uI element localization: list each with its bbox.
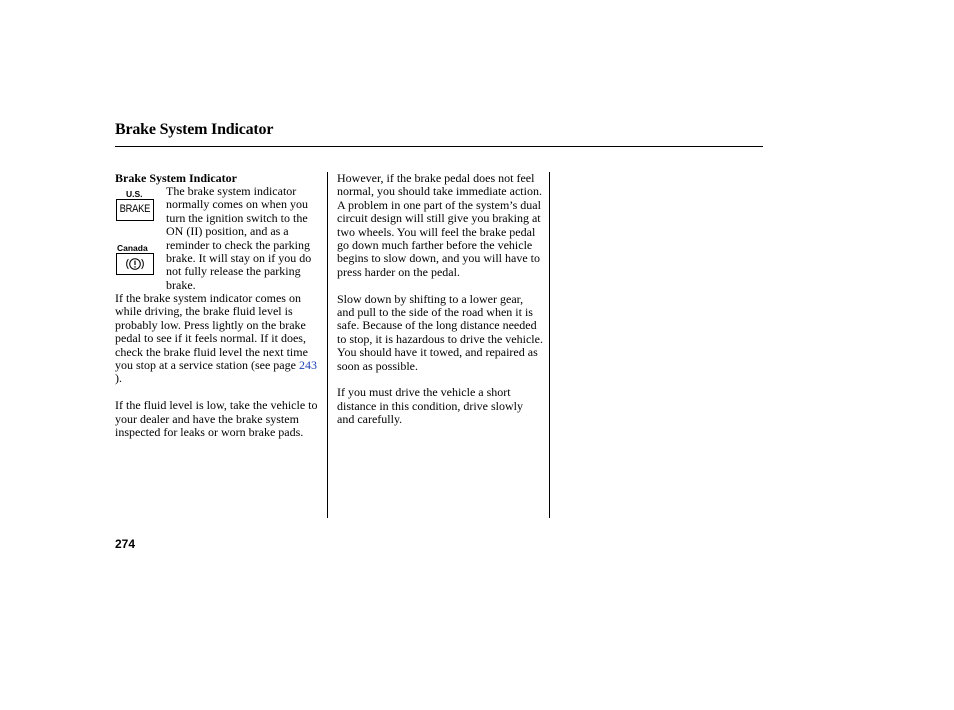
- brake-indicator-icon: [116, 199, 154, 221]
- low-fluid-text: If the brake system indicator comes on while driving, the brake fluid level is probably low. Press lightly on the brake pedal to see if it feels normal. If it does, check the brake fluid level the next time you stop at a service station (see page: [115, 291, 308, 373]
- column-divider-left: [327, 172, 328, 518]
- section-heading: Brake System Indicator: [115, 171, 237, 185]
- indicator-description: The brake system indicator normally comes on when you turn the ignition switch to the ON (II) position, and as a reminder to check the parking brake. It will stay on if you do not fully release the parking brake.: [166, 184, 312, 292]
- brake-icon-text: BRAKE: [119, 203, 151, 216]
- low-fluid-text-end: ).: [115, 371, 122, 386]
- short-distance-paragraph: If you must drive the vehicle a short distance in this condition, drive slowly and carefully.: [337, 385, 523, 427]
- low-fluid-paragraph: [115, 292, 323, 386]
- region-label-us: U.S.: [126, 189, 143, 199]
- dealer-inspection-paragraph: If the fluid level is low, take the vehicle to your dealer and have the brake system inspected for leaks or worn brake pads.: [115, 398, 318, 440]
- title-rule: [115, 146, 763, 147]
- slow-down-paragraph: Slow down by shifting to a lower gear, and pull to the side of the road when it is safe. Because of the long distance needed to stop, it is hazardous to drive the vehicle. You should have it towed, and repaired as soon as possible.: [337, 291, 543, 373]
- circle-exclamation-icon: [124, 256, 146, 272]
- page-reference-link[interactable]: 243: [298, 358, 317, 373]
- region-label-canada: Canada: [117, 243, 148, 253]
- right-column: [337, 172, 543, 440]
- pedal-abnormal-paragraph: However, if the brake pedal does not feel normal, you should take immediate action. A problem in one part of the system’s dual circuit design will still give you braking at two wheels. You will feel the brake pedal go down much farther before the vehicle begins to slow down, and you will have to press harder on the pedal.: [337, 171, 542, 279]
- brake-warning-icon: [116, 253, 154, 275]
- page-title: Brake System Indicator: [115, 121, 274, 138]
- indicator-block: [115, 172, 323, 292]
- column-divider-right: [549, 172, 550, 518]
- left-column: [115, 172, 323, 453]
- page-number: 274: [115, 537, 136, 551]
